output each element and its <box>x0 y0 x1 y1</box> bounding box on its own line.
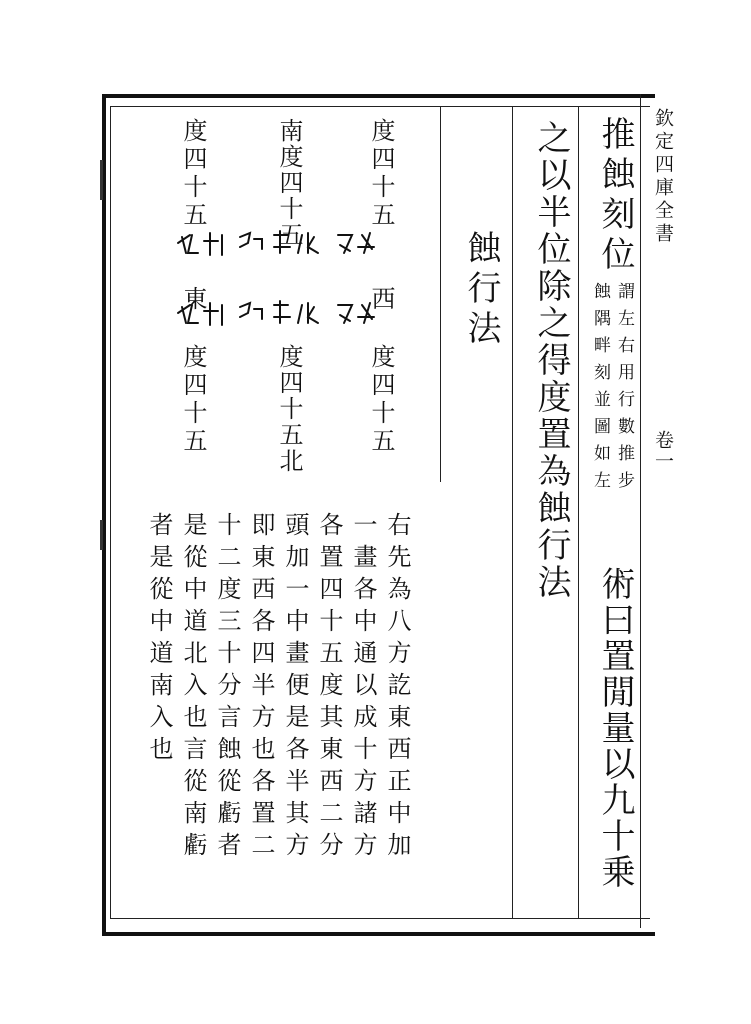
volume-margin: 卷一 <box>652 430 674 472</box>
commentary-line-7: 是從中道北入也言從南虧 <box>179 512 207 864</box>
annotation-line-2: 蝕隅畔刻並圖如左 <box>590 282 610 498</box>
section-heading: 蝕行法 <box>461 230 501 350</box>
diagram-col-center-bottom: 度四十五北 <box>275 344 303 474</box>
book-title-margin: 欽定四庫全書 <box>652 108 674 246</box>
annotation-line-1: 謂左右用行數推步 <box>614 282 634 498</box>
scan-mark <box>100 520 103 550</box>
main-text-col-1-tail: 術曰置閒量以九十乗 <box>595 566 635 890</box>
commentary-line-3: 各置四十五度其東西二分 <box>315 512 343 864</box>
inner-border-top <box>110 106 650 107</box>
column-divider <box>440 106 441 482</box>
diagram-col-west-bottom: 度四十五 <box>179 344 207 456</box>
commentary-line-6: 十二度三十分言蝕從虧者 <box>213 512 241 864</box>
commentary-line-5: 即東西各四半方也各置二 <box>247 512 275 864</box>
column-divider <box>578 106 579 918</box>
inner-border-bottom <box>110 918 650 919</box>
main-text-col-1-head: 推蝕刻位 <box>595 116 635 276</box>
diagram-col-east-top: 度四十五 <box>367 118 395 230</box>
diagram-strokes <box>170 225 400 345</box>
main-text-col-2: 之以半位除之得度置為蝕行法 <box>531 120 571 601</box>
commentary-line-1: 右先為八方訖東西正中加 <box>383 512 411 864</box>
diagram-label-west: 西 <box>367 286 395 310</box>
diagram-label-east: 東 <box>179 286 207 310</box>
inner-border-left <box>110 106 111 918</box>
margin-divider <box>640 94 641 928</box>
commentary-line-8: 者是從中道南入也 <box>145 512 173 768</box>
column-divider <box>512 106 513 918</box>
commentary-line-2: 一畫各中通以成十方諸方 <box>349 512 377 864</box>
commentary-line-4: 頭加一中畫便是各半其方 <box>281 512 309 864</box>
diagram-col-east-bottom: 度四十五 <box>367 344 395 456</box>
diagram-col-west-top: 度四十五 <box>179 118 207 230</box>
diagram-col-south-top: 南度四十五 <box>275 118 303 248</box>
scan-mark <box>100 160 103 200</box>
